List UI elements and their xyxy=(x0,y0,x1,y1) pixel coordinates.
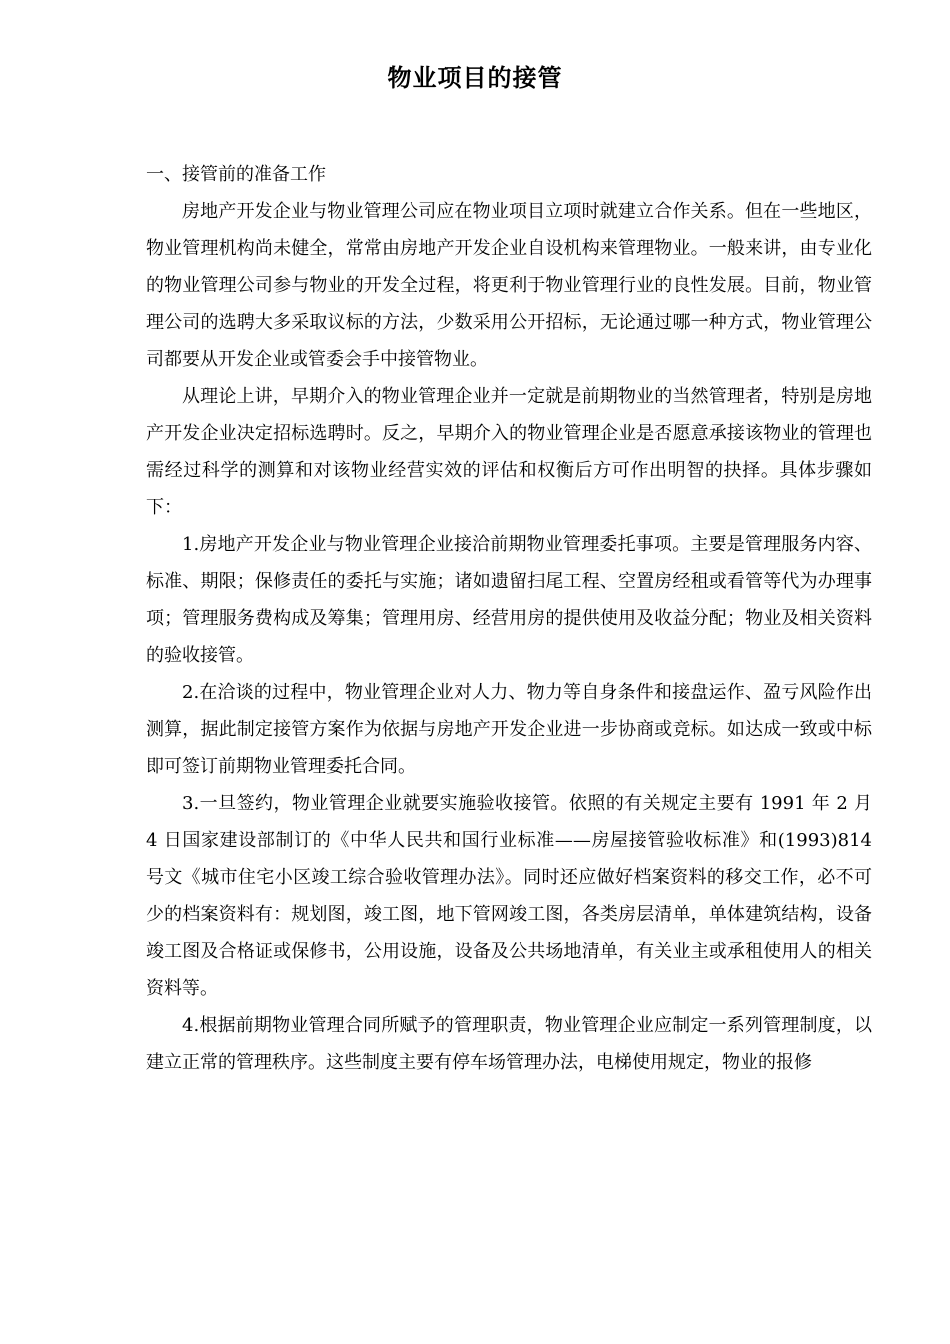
paragraph-intro: 房地产开发企业与物业管理公司应在物业项目立项时就建立合作关系。但在一些地区，物业管理机构尚未健全，常常由房地产开发企业自设机构来管理物业。一般来讲，由专业化的物业管理公司参与物业的开发全过程，将更利于物业管理行业的良性发展。目前，物业管理公司的选聘大多采取议标的方法，少数采用公开招标，无论通过哪一种方式，物业管理公司都要从开发企业或管委会手中接管物业。 xyxy=(146,201,872,370)
paragraph-step-4: 4.根据前期物业管理合同所赋予的管理职责，物业管理企业应制定一系列管理制度，以建立正常的管理秩序。这些制度主要有停车场管理办法，电梯使用规定，物业的报修 xyxy=(146,1015,872,1073)
document-title: 物业项目的接管 xyxy=(387,64,563,92)
paragraph-theory: 从理论上讲，早期介入的物业管理企业并一定就是前期物业的当然管理者，特别是房地产开发企业决定招标选聘时。反之，早期介入的物业管理企业是否愿意承接该物业的管理也需经过科学的测算和对该物业经营实效的评估和权衡后方可作出明智的抉择。具体步骤如下： xyxy=(146,386,872,518)
paragraph-step-3: 3.一旦签约，物业管理企业就要实施验收接管。依照的有关规定主要有 1991 年 2 月 4 日国家建设部制订的《中华人民共和国行业标准——房屋接管验收标准》和(1993)814 号文《城市住宅小区竣工综合验收管理办法》。同时还应做好档案资料的移交工作，必不可少的档案资料有：规划图，竣工图，地下管网竣工图，各类房层清单，单体建筑结构，设备竣工图及合格证或保修书，公用设施，设备及公共场地清单，有关业主或承租使用人的相关资料等。 xyxy=(146,793,872,999)
document-body xyxy=(146,156,872,1081)
paragraph-step-2: 2.在洽谈的过程中，物业管理企业对人力、物力等自身条件和接盘运作、盈亏风险作出测算，据此制定接管方案作为依据与房地产开发企业进一步协商或竞标。如达成一致或中标即可签订前期物业管理委托合同。 xyxy=(146,682,872,777)
section-heading: 一、接管前的准备工作 xyxy=(146,164,326,185)
paragraph-step-1: 1.房地产开发企业与物业管理企业接洽前期物业管理委托事项。主要是管理服务内容、标准、期限；保修责任的委托与实施；诸如遗留扫尾工程、空置房经租或看管等代为办理事项；管理服务费构成及筹集；管理用房、经营用房的提供使用及收益分配；物业及相关资料的验收接管。 xyxy=(146,534,872,666)
